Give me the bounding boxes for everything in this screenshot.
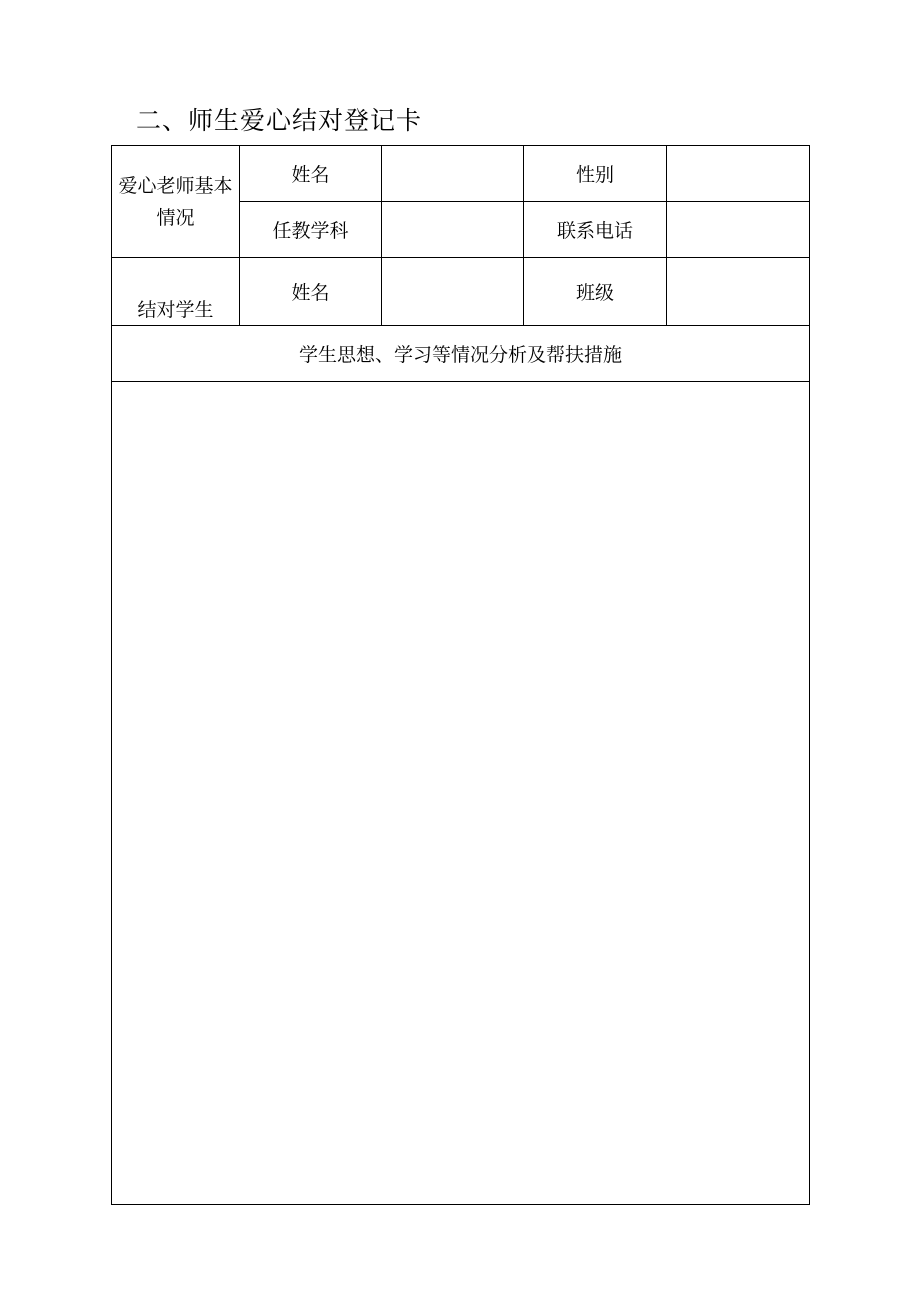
teacher-name-label: 姓名 xyxy=(240,146,382,202)
teacher-subject-field[interactable] xyxy=(382,202,524,258)
teacher-subject-label: 任教学科 xyxy=(240,202,382,258)
student-section-label-cell xyxy=(112,258,240,326)
analysis-content-field[interactable] xyxy=(112,382,810,1205)
teacher-row-1 xyxy=(112,146,810,202)
student-row xyxy=(112,258,810,326)
teacher-phone-field[interactable] xyxy=(667,202,810,258)
registration-card-table xyxy=(111,145,810,1205)
teacher-gender-label: 性别 xyxy=(524,146,667,202)
student-class-label: 班级 xyxy=(524,258,667,326)
teacher-phone-label: 联系电话 xyxy=(524,202,667,258)
student-name-label: 姓名 xyxy=(240,258,382,326)
student-class-field[interactable] xyxy=(667,258,810,326)
analysis-header: 学生思想、学习等情况分析及帮扶措施 xyxy=(112,326,810,382)
teacher-name-field[interactable] xyxy=(382,146,524,202)
analysis-header-row xyxy=(112,326,810,382)
teacher-gender-field[interactable] xyxy=(667,146,810,202)
page-title: 二、师生爱心结对登记卡 xyxy=(136,106,423,135)
teacher-section-label: 爱心老师基本情况 xyxy=(118,174,233,229)
analysis-content-row xyxy=(112,382,810,1205)
teacher-section-label-cell xyxy=(112,146,240,258)
student-name-field[interactable] xyxy=(382,258,524,326)
student-section-label: 结对学生 xyxy=(137,299,214,321)
